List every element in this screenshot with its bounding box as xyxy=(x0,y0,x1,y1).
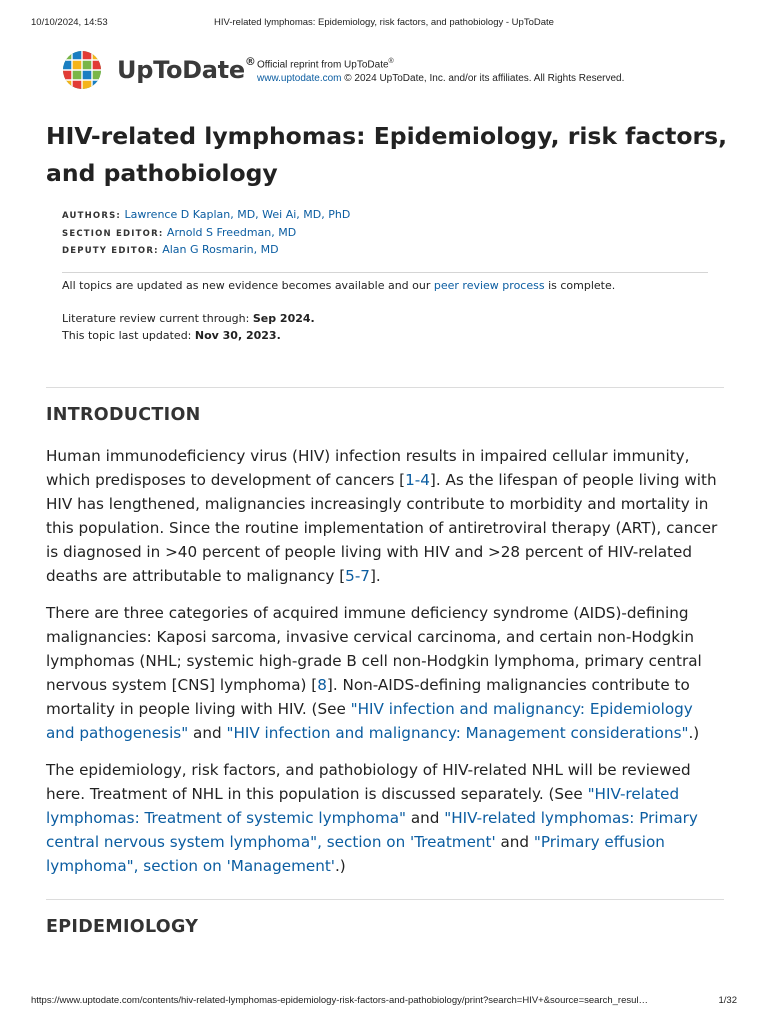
article-title: HIV-related lymphomas: Epidemiology, risk factors, and pathobiology xyxy=(46,122,728,187)
paragraph-text: and xyxy=(495,833,534,851)
section-editor-label: SECTION EDITOR: xyxy=(62,228,164,239)
last-updated-label: This topic last updated: xyxy=(62,328,195,342)
deputy-editor-label: DEPUTY EDITOR: xyxy=(62,246,159,256)
copyright-text: © 2024 UpToDate, Inc. and/or its affiliates. All Rights Reserved. xyxy=(341,73,625,85)
print-datetime: 10/10/2024, 14:53 xyxy=(31,17,108,28)
paragraph-text: The epidemiology, risk factors, and pathobiology of HIV-related NHL will be reviewed here. Treatment of NHL in this population is discussed separately. (See xyxy=(46,761,691,803)
intro-paragraph-3 xyxy=(46,758,724,878)
paragraph-text: and xyxy=(406,809,445,827)
note-text-end: is complete. xyxy=(544,279,616,292)
logo-wordmark xyxy=(117,56,256,84)
reference-link-5-7[interactable]: 5-7 xyxy=(345,567,370,585)
intro-paragraph-2 xyxy=(46,601,724,745)
reference-link-1-4[interactable]: 1-4 xyxy=(405,471,430,489)
paragraph-text: ]. Non-AIDS-defining malignancies contribute to mortality in people living with HIV. (See xyxy=(46,676,690,718)
topic-link-treatment-systemic-lymphoma[interactable]: "HIV-related lymphomas: Treatment of systemic lymphoma" xyxy=(46,785,680,827)
reprint-line1: Official reprint from UpToDate xyxy=(257,59,389,71)
section-divider xyxy=(46,387,724,388)
note-text: All topics are updated as new evidence becomes available and our xyxy=(62,279,434,292)
uptodate-home-link[interactable]: www.uptodate.com xyxy=(257,73,342,85)
print-page-title: HIV-related lymphomas: Epidemiology, risk factors, and pathobiology - UpToDate xyxy=(214,17,554,28)
logo-text: UpToDate xyxy=(117,56,245,84)
section-editor-link[interactable]: Arnold S Freedman, MD xyxy=(166,225,297,239)
epidemiology-heading: EPIDEMIOLOGY xyxy=(46,917,199,937)
reprint-registered-mark: ® xyxy=(388,58,394,65)
uptodate-globe-logo-icon xyxy=(62,50,102,90)
paragraph-text: ]. As the lifespan of people living with HIV has lengthened, malignancies increasingly contribute to morbidity and mortality in this population. Since the routine implementation of antiretroviral therapy (ART), cancer is diagnosed in >40 percent of people living with HIV and >28 percent of HIV-related deaths are attributable to malignancy [ xyxy=(46,471,718,585)
paragraph-text: and xyxy=(188,724,227,742)
registered-mark: ® xyxy=(244,55,256,68)
introduction-heading: INTRODUCTION xyxy=(46,405,201,425)
paragraph-text: Human immunodeficiency virus (HIV) infection results in impaired cellular immunity, which predisposes to development of cancers [ xyxy=(46,447,690,489)
topic-link-epidemiology-pathogenesis[interactable]: "HIV infection and malignancy: Epidemiology and pathogenesis" xyxy=(46,700,693,742)
review-dates xyxy=(62,311,315,344)
paragraph-text: .) xyxy=(334,857,346,875)
update-note xyxy=(62,279,615,292)
intro-paragraph-1 xyxy=(46,444,724,588)
paragraph-text: ]. xyxy=(369,567,381,585)
authors-label: AUTHORS: xyxy=(62,211,122,221)
lit-review-label: Literature review current through: xyxy=(62,312,253,325)
uptodate-logo[interactable] xyxy=(62,50,256,90)
reprint-notice xyxy=(257,55,624,86)
page-number: 1/32 xyxy=(718,995,737,1006)
topic-link-management-considerations[interactable]: "HIV infection and malignancy: Management considerations" xyxy=(226,724,689,742)
topic-link-primary-cns-lymphoma[interactable]: "HIV-related lymphomas: Primary central nervous system lymphoma", section on 'Treatment' xyxy=(46,809,698,851)
peer-review-link[interactable]: peer review process xyxy=(433,279,545,292)
print-url: https://www.uptodate.com/contents/hiv-related-lymphomas-epidemiology-risk-factors-and-pathobiology/print?search=HIV+&source=search_resul… xyxy=(31,995,649,1006)
section-divider xyxy=(46,899,724,900)
reference-link-8[interactable]: 8 xyxy=(317,676,327,694)
deputy-editor-link[interactable]: Alan G Rosmarin, MD xyxy=(162,243,279,256)
authors-link[interactable]: Lawrence D Kaplan, MD, Wei Ai, MD, PhD xyxy=(124,208,351,221)
byline-divider xyxy=(62,272,708,273)
byline xyxy=(62,207,350,260)
last-updated-date: Nov 30, 2023. xyxy=(194,328,281,342)
paragraph-text: There are three categories of acquired immune deficiency syndrome (AIDS)-defining malignancies: Kaposi sarcoma, invasive cervical carcinoma, and certain non-Hodgkin lymphomas (NHL; systemic high-grade B cell non-Hodgkin lymphoma, primary central nervous system [CNS] lymphoma) [ xyxy=(46,604,702,694)
topic-link-primary-effusion-lymphoma[interactable]: "Primary effusion lymphoma", section on 'Management' xyxy=(46,833,665,875)
paragraph-text: .) xyxy=(688,724,700,742)
lit-review-date: Sep 2024. xyxy=(252,312,315,325)
